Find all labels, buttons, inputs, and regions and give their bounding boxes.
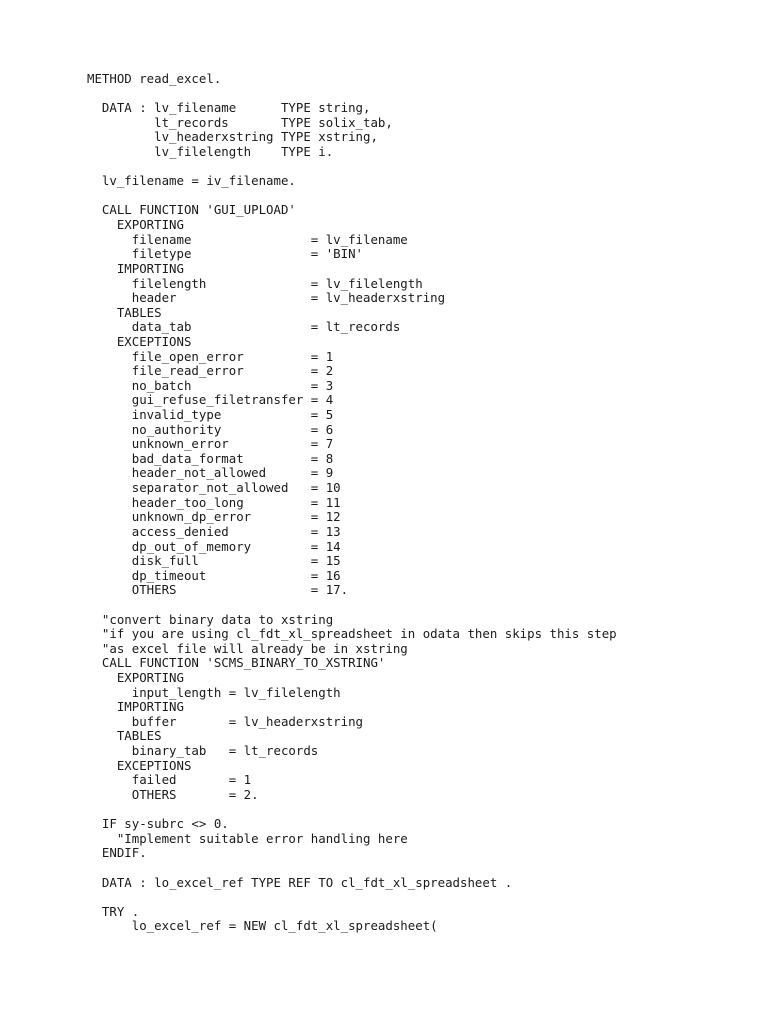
code-line: file_read_error = 2 — [87, 363, 334, 379]
code-line: TRY . — [87, 903, 140, 919]
code-line — [87, 802, 617, 817]
code-line: bad_data_format = 8 — [87, 450, 334, 466]
code-line: "if you are using cl_fdt_xl_spreadsheet in odata then skips this step — [87, 626, 617, 642]
code-line: input_length = lv_filelength — [87, 684, 341, 700]
code-line: header_not_allowed = 9 — [87, 465, 334, 481]
code-line: IF sy-subrc <> 0. — [87, 816, 229, 832]
code-line: buffer = lv_headerxstring — [87, 713, 364, 729]
code-line: gui_refuse_filetransfer = 4 — [87, 392, 334, 408]
code-line: TABLES — [87, 304, 162, 320]
code-line: data_tab = lt_records — [87, 319, 401, 335]
code-line: no_batch = 3 — [87, 377, 334, 393]
code-line — [87, 160, 617, 175]
code-line: OTHERS = 2. — [87, 786, 259, 802]
code-line: METHOD read_excel. — [87, 71, 222, 86]
code-line: IMPORTING — [87, 699, 184, 715]
code-line: separator_not_allowed = 10 — [87, 480, 341, 496]
code-line: failed = 1 — [87, 772, 252, 788]
code-line: dp_timeout = 16 — [87, 567, 341, 583]
code-line: DATA : lo_excel_ref TYPE REF TO cl_fdt_xl_spreadsheet . — [87, 874, 513, 890]
code-line: unknown_dp_error = 12 — [87, 509, 341, 525]
code-line: "as excel file will already be in xstring — [87, 640, 408, 656]
code-line: invalid_type = 5 — [87, 407, 334, 423]
code-line: dp_out_of_memory = 14 — [87, 538, 341, 554]
code-line: lv_headerxstring TYPE xstring, — [87, 129, 378, 145]
code-line: binary_tab = lt_records — [87, 743, 319, 759]
code-line: file_open_error = 1 — [87, 348, 334, 364]
code-line: access_denied = 13 — [87, 523, 341, 539]
code-line — [87, 189, 617, 204]
code-line: no_authority = 6 — [87, 421, 334, 437]
code-line: "convert binary data to xstring — [87, 611, 334, 627]
code-line: CALL FUNCTION 'GUI_UPLOAD' — [87, 202, 296, 218]
code-line: EXPORTING — [87, 669, 184, 685]
code-line — [87, 598, 617, 613]
code-line: EXCEPTIONS — [87, 757, 192, 773]
code-line — [87, 87, 617, 102]
code-line: header_too_long = 11 — [87, 494, 341, 510]
code-line: EXPORTING — [87, 217, 184, 233]
code-line: lv_filename = iv_filename. — [87, 173, 296, 189]
code-line: TABLES — [87, 728, 162, 744]
code-line: EXCEPTIONS — [87, 333, 192, 349]
code-line: IMPORTING — [87, 260, 184, 276]
code-line: ENDIF. — [87, 845, 147, 861]
code-line: filelength = lv_filelength — [87, 275, 423, 291]
code-line: disk_full = 15 — [87, 553, 341, 569]
code-line: filetype = 'BIN' — [87, 246, 364, 262]
code-line: filename = lv_filename — [87, 231, 408, 247]
code-line — [87, 890, 617, 905]
code-line: DATA : lv_filename TYPE string, — [87, 100, 371, 116]
code-listing — [87, 72, 617, 934]
code-line — [87, 861, 617, 876]
code-line: lv_filelength TYPE i. — [87, 144, 334, 160]
code-line: lo_excel_ref = NEW cl_fdt_xl_spreadsheet( — [87, 918, 438, 934]
code-line: "Implement suitable error handling here — [87, 830, 408, 846]
code-line: CALL FUNCTION 'SCMS_BINARY_TO_XSTRING' — [87, 655, 386, 671]
code-line: unknown_error = 7 — [87, 436, 334, 452]
code-line: header = lv_headerxstring — [87, 290, 446, 306]
code-line: lt_records TYPE solix_tab, — [87, 114, 393, 130]
code-line: OTHERS = 17. — [87, 582, 349, 598]
